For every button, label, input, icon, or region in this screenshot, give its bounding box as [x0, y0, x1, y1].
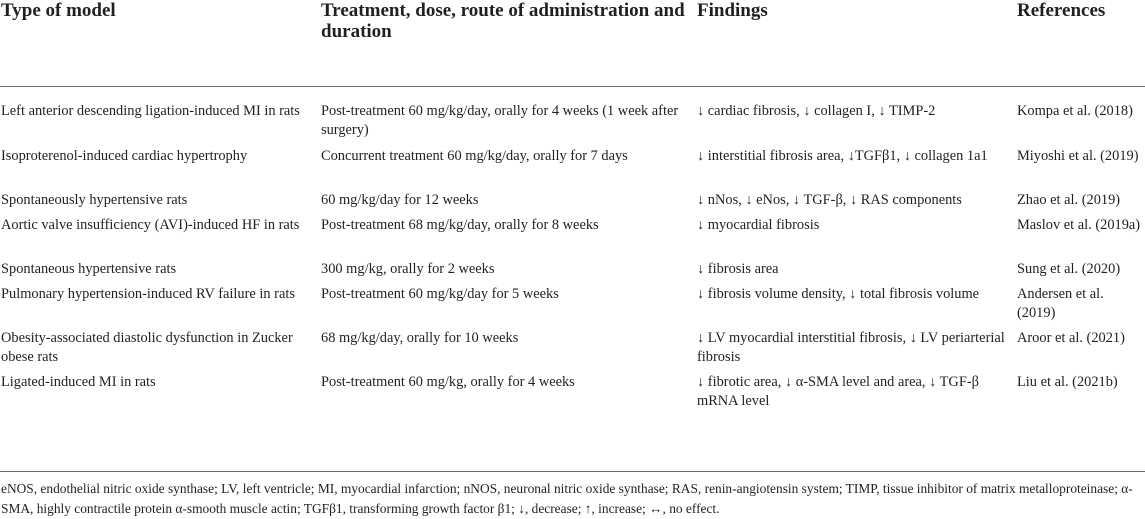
header-references: References: [1014, 0, 1145, 87]
cell-reference: Sung et al. (2020): [1017, 261, 1121, 277]
header-row: [0, 0, 1145, 87]
cell-findings: ↓ fibrosis volume density, ↓ total fibrosis volume: [697, 286, 980, 302]
cell-findings: ↓ nNos, ↓ eNos, ↓ TGF-β, ↓ RAS components: [697, 192, 962, 208]
cell-treatment: Post-treatment 68 mg/kg/day, orally for 8 weeks: [321, 217, 599, 233]
cell-treatment: Concurrent treatment 60 mg/kg/day, orally for 7 days: [321, 148, 628, 164]
cell-findings: ↓ cardiac fibrosis, ↓ collagen I, ↓ TIMP-2: [697, 103, 936, 119]
cell-findings: ↓ fibrotic area, ↓ α-SMA level and area, ↓ TGF-β mRNA level: [697, 374, 979, 409]
cell-treatment: 68 mg/kg/day, orally for 10 weeks: [321, 330, 519, 346]
cell-model: Spontaneous hypertensive rats: [1, 261, 177, 277]
table-footnote: eNOS, endothelial nitric oxide synthase; LV, left ventricle; MI, myocardial infarction; nNOS, neuronal nitric oxide synthase; RAS, renin-angiotensin system; TIMP, tissue inhibitor of matrix metalloproteinase; α-SMA, highly contractile protein α-smooth muscle actin; TGFβ1, transforming growth factor β1; ↓, decrease; ↑, increase; ↔, no effect.: [1, 481, 1133, 516]
table-row: [0, 211, 1145, 255]
header-model: Type of model: [0, 0, 318, 87]
cell-model: Spontaneously hypertensive rats: [1, 192, 188, 208]
cell-treatment: Post-treatment 60 mg/kg, orally for 4 weeks: [321, 374, 575, 390]
cell-reference: Miyoshi et al. (2019): [1017, 148, 1139, 164]
cell-findings: ↓ fibrosis area: [697, 261, 779, 277]
cell-model: Left anterior descending ligation-induced MI in rats: [1, 103, 300, 119]
cell-model: Obesity-associated diastolic dysfunction in Zucker obese rats: [1, 330, 293, 365]
cell-reference: Liu et al. (2021b): [1017, 374, 1118, 390]
cell-model: Aortic valve insufficiency (AVI)-induced HF in rats: [1, 217, 300, 233]
cell-reference: Aroor et al. (2021): [1017, 330, 1125, 346]
cell-reference: Zhao et al. (2019): [1017, 192, 1121, 208]
table-row: [0, 280, 1145, 324]
table-row: [0, 186, 1145, 211]
table-row: [0, 87, 1145, 142]
cell-reference: Maslov et al. (2019a): [1017, 217, 1141, 233]
cell-model: Isoproterenol-induced cardiac hypertrophy: [1, 148, 248, 164]
table-bottom-rule: [0, 471, 1145, 472]
table-row: [0, 141, 1145, 186]
table-row: [0, 324, 1145, 368]
table-row: [0, 368, 1145, 412]
cell-treatment: 300 mg/kg, orally for 2 weeks: [321, 261, 495, 277]
cell-treatment: Post-treatment 60 mg/kg/day, orally for 4 weeks (1 week after surgery): [321, 103, 679, 138]
cell-treatment: 60 mg/kg/day for 12 weeks: [321, 192, 479, 208]
cell-reference: Kompa et al. (2018): [1017, 103, 1133, 119]
header-treatment: Treatment, dose, route of administration and duration: [318, 0, 694, 87]
cell-findings: ↓ myocardial fibrosis: [697, 217, 820, 233]
cell-findings: ↓ LV myocardial interstitial fibrosis, ↓ LV periarterial fibrosis: [697, 330, 1005, 365]
cell-model: Ligated-induced MI in rats: [1, 374, 156, 390]
header-findings: Findings: [694, 0, 1014, 87]
cell-model: Pulmonary hypertension-induced RV failure in rats: [1, 286, 295, 302]
cell-reference: Andersen et al. (2019): [1017, 286, 1104, 321]
table-row: [0, 255, 1145, 280]
cell-findings: ↓ interstitial fibrosis area, ↓TGFβ1, ↓ collagen 1a1: [697, 148, 988, 164]
cell-treatment: Post-treatment 60 mg/kg/day for 5 weeks: [321, 286, 559, 302]
